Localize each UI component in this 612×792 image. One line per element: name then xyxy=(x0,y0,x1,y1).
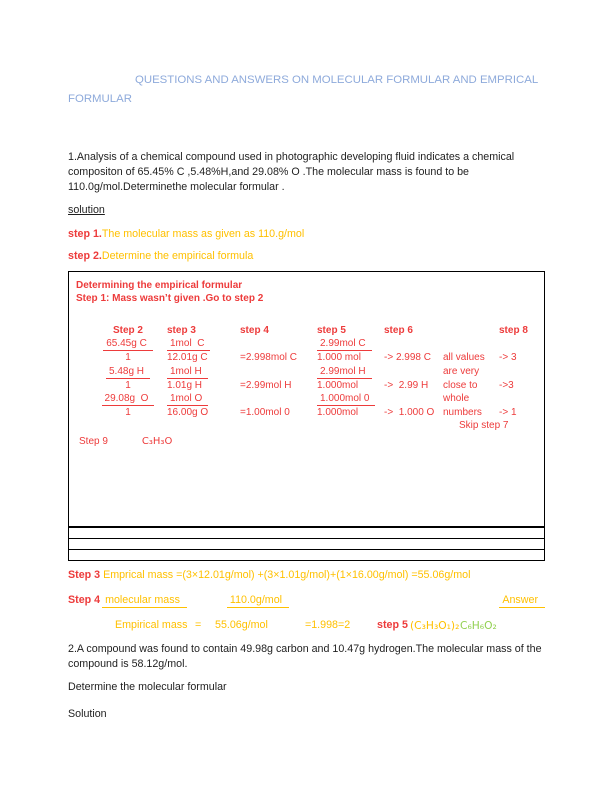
grid-cell: =2.99mol H xyxy=(240,379,292,391)
empty-table-row xyxy=(68,549,545,562)
grid-cell xyxy=(443,337,499,351)
skip-step-note: Skip step 7 xyxy=(459,420,509,432)
grid-cell: 12.01g C xyxy=(167,352,208,364)
grid-cell: 2.99mol H xyxy=(313,365,381,379)
step-9-label: Step 9 xyxy=(79,436,108,448)
grid-cell: =2.998mol C xyxy=(240,352,297,364)
question-2-paragraph xyxy=(68,642,562,672)
grid-cell: 16.00g O xyxy=(167,407,209,419)
grid-header: step 3 xyxy=(167,325,196,336)
question-1-line: 110.0g/mol.Determinethe molecular formular . xyxy=(68,181,285,193)
question-1-line: compositon of 65.45% C ,5.48%H,and 29.08% O .The molecular mass is found to be xyxy=(68,166,470,178)
grid-cell: all values xyxy=(443,352,485,364)
grid-cell: -> 3 xyxy=(499,352,517,364)
grid-cell: 1mol H xyxy=(159,365,233,379)
title-line-2: FORMULAR xyxy=(68,92,132,105)
step-4-line xyxy=(68,594,545,608)
grid-header: step 6 xyxy=(384,325,413,336)
grid-header xyxy=(443,324,499,337)
grid-cell: 29.08g O xyxy=(97,392,159,406)
grid-cell xyxy=(381,365,443,379)
grid-cell: ->3 xyxy=(499,379,514,391)
empirical-mass-label: Empirical mass xyxy=(115,618,188,631)
question-1-paragraph xyxy=(68,150,562,195)
grid-cell xyxy=(381,392,443,406)
step-5-formula: (C₃H₃O₁)₂ xyxy=(410,618,460,632)
ratio-line xyxy=(68,619,545,634)
question-2-line: compound is 58.12g/mol. xyxy=(68,658,188,670)
page-title xyxy=(68,71,567,108)
grid-cell: 1.000mol 0 xyxy=(313,392,381,406)
work-table-box xyxy=(68,271,545,527)
grid-cell: 1mol O xyxy=(159,392,233,406)
work-table-heading-2: Step 1: Mass wasn’t given .Go to step 2 xyxy=(76,293,264,304)
grid-cell: 1.000mol xyxy=(317,379,359,391)
step-4-label: Step 4 xyxy=(68,594,101,606)
step-5-label: step 5 xyxy=(377,618,408,631)
grid-cell xyxy=(233,365,313,379)
grid-cell: are very xyxy=(443,365,480,377)
work-grid xyxy=(97,324,544,419)
title-line-1: QUESTIONS AND ANSWERS ON MOLECULAR FORMULAR AND EMPRICAL xyxy=(135,74,539,86)
grid-cell: whole xyxy=(443,393,470,405)
step-3-text: Emprical mass =(3×12.01g/mol) +(3×1.01g/mol)+(1×16.00g/mol) =55.06g/mol xyxy=(103,569,471,581)
grid-cell: 1.01g H xyxy=(167,379,203,391)
grid-cell: 1.000 mol xyxy=(317,352,361,364)
ratio-result: =1.998=2 xyxy=(305,618,351,631)
grid-cell: -> 2.998 C xyxy=(384,352,431,364)
step-1-label: step 1. xyxy=(68,228,102,240)
solution-2-heading: Solution xyxy=(68,708,107,720)
empirical-formula: C₃H₃O xyxy=(141,436,173,448)
step-1-line xyxy=(68,227,304,242)
answer-label: Answer xyxy=(499,594,545,608)
work-table-headings xyxy=(69,272,544,305)
grid-cell: =1.00mol 0 xyxy=(240,407,290,419)
grid-cell: 2.99mol C xyxy=(313,337,381,351)
grid-cell: 1 xyxy=(125,407,131,419)
step-3-line xyxy=(68,569,471,581)
grid-cell: 1mol C xyxy=(159,337,233,351)
step-3-label: Step 3 xyxy=(68,569,101,581)
grid-cell: 1 xyxy=(125,379,131,391)
grid-cell: -> 2.99 H xyxy=(384,379,429,391)
step-2-label: step 2. xyxy=(68,250,102,262)
step-4-molecular-mass: molecular mass xyxy=(102,594,187,608)
grid-cell: 1.000mol xyxy=(317,407,359,419)
grid-cell xyxy=(233,337,313,351)
grid-cell: -> 1.000 O xyxy=(384,407,435,419)
step-4-value: 110.0g/mol xyxy=(227,594,289,608)
grid-cell xyxy=(499,365,543,379)
grid-cell: 5.48g H xyxy=(97,365,159,379)
empirical-mass-value: 55.06g/mol xyxy=(215,618,268,631)
step-2-line xyxy=(68,249,253,264)
step-9-line xyxy=(79,435,544,448)
grid-cell xyxy=(499,392,543,406)
grid-cell: 1 xyxy=(125,352,131,364)
determine-line: Determine the molecular formular xyxy=(68,681,227,693)
grid-cell xyxy=(233,392,313,406)
grid-cell: 65.45g C xyxy=(97,337,159,351)
grid-header: step 8 xyxy=(499,325,528,336)
grid-cell: -> 1 xyxy=(499,407,517,419)
grid-cell: close to xyxy=(443,379,478,391)
question-1-line: 1.Analysis of a chemical compound used in photographic developing fluid indicates a chemical xyxy=(68,151,515,163)
grid-header: step 5 xyxy=(317,325,346,336)
molecular-formula: C₆H₆O₂ xyxy=(460,618,497,632)
grid-header: Step 2 xyxy=(112,325,143,336)
solution-heading: solution xyxy=(68,204,105,216)
grid-cell xyxy=(381,337,443,351)
step-2-text: Determine the empirical formula xyxy=(101,250,254,262)
step-1-text: The molecular mass as given as 110.g/mol xyxy=(101,228,305,240)
grid-header: step 4 xyxy=(240,325,269,336)
grid-cell: numbers xyxy=(443,407,482,419)
question-2-line: 2.A compound was found to contain 49.98g carbon and 10.47g hydrogen.The molecular mass of the xyxy=(68,643,542,655)
work-table-heading-1: Determining the empirical formular xyxy=(76,280,243,291)
equals-sign: = xyxy=(195,618,202,631)
grid-cell xyxy=(499,337,543,351)
